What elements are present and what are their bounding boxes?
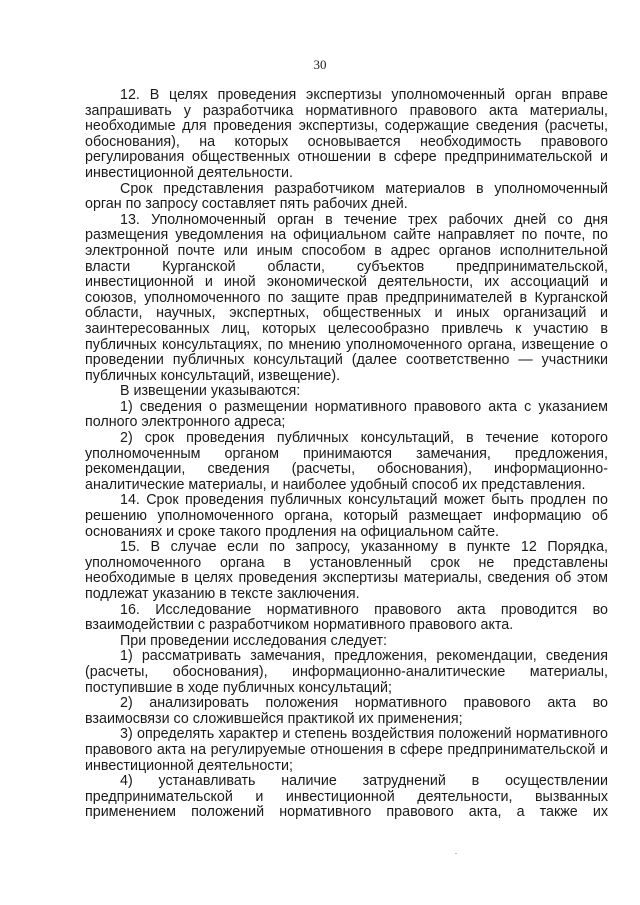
page-number: 30 <box>313 57 327 72</box>
list-item-notice-2: 2) срок проведения публичных консультаций, в течение которого уполномоченным органом принимаются замечания, предложения, рекомендации, сведения (расчеты, обоснования), информационно-аналитические материалы, и наиболее удобный способ их представления. <box>85 430 608 493</box>
paragraph-15: 15. В случае если по запросу, указанному в пункте 12 Порядка, уполномоченного органа в установленный срок не представлены необходимые в целях проведения экспертизы материалы, сведения об этом подлежат указанию в тексте заключения. <box>85 539 608 602</box>
paragraph-16: 16. Исследование нормативного правового акта проводится во взаимодействии с разработчиком нормативного правового акта. <box>85 601 608 634</box>
paragraph-12-deadline: Срок представления разработчиком материалов в уполномоченный орган по запросу составляет пять рабочих дней. <box>85 180 608 213</box>
list-item-research-3: 3) определять характер и степень воздействия положений нормативного правового акта на регулируемые отношения в сфере предпринимательской и инвестиционной деятельности; <box>85 726 608 774</box>
document-text <box>85 88 608 821</box>
list-item-research-1: 1) рассматривать замечания, предложения, рекомендации, сведения (расчеты, обоснования), информационно-аналитические материалы, поступившие в ходе публичных консультаций; <box>85 648 608 696</box>
scan-speck <box>455 853 457 854</box>
list-item-research-2: 2) анализировать положения нормативного правового акта во взаимосвязи со сложившейся практикой их применения; <box>85 695 608 727</box>
paragraph-14: 14. Срок проведения публичных консультаций может быть продлен по решению уполномоченного органа, который размещает информацию об основаниях и сроке такого продления на официальном сайте. <box>85 492 608 540</box>
list-item-research-4: 4) устанавливать наличие затруднений в осуществлении предпринимательской и инвестиционной деятельности, вызванных применением положений нормативного правового акта, а также их <box>85 773 608 821</box>
paragraph-research-steps: При проведении исследования следует: <box>120 632 388 649</box>
list-item-notice-1: 1) сведения о размещении нормативного правового акта с указанием полного электронного адреса; <box>85 398 608 431</box>
paragraph-13: 13. Уполномоченный орган в течение трех рабочих дней со дня размещения уведомления на официальном сайте направляет по почте, по электронной почте или иным способом в адрес органов исполнительной власти Курганской области, субъектов предпринимательской, инвестиционной и иной экономической деятельности, их ассоциаций и союзов, уполномоченного по защите прав предпринимателей в Курганской области, научных, экспертных, общественных и иных организаций и заинтересованных лиц, которых целесообразно привлечь к участию в публичных консультациях, по мнению уполномоченного органа, извещение о проведении публичных консультаций (далее соответственно — участники публичных консультаций, извещение). <box>85 211 608 384</box>
paragraph-12: 12. В целях проведения экспертизы уполномоченный орган вправе запрашивать у разработчика нормативного правового акта материалы, необходимые для проведения экспертизы, содержащие сведения (расчеты, обоснования), на которых основывается необходимость правового регулирования общественных отношении в сфере предпринимательской и инвестиционной деятельности. <box>85 87 608 181</box>
paragraph-notice-contents: В извещении указываются: <box>120 383 301 400</box>
